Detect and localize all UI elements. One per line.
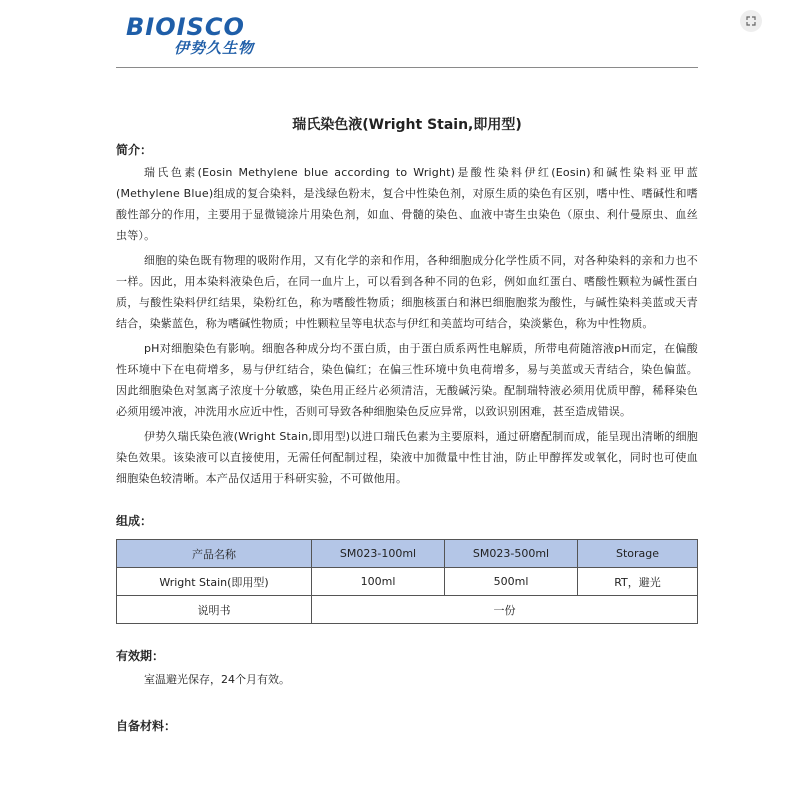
table-cell: Wright Stain(即用型): [117, 568, 312, 596]
table-cell: 100ml: [312, 568, 445, 596]
table-cell: 500ml: [445, 568, 578, 596]
intro-paragraph: 瑞氏色素(Eosin Methylene blue according to Wright)是酸性染料伊红(Eosin)和碱性染料亚甲蓝(Methylene Blue)组成的复合染料，是浅绿色粉末，复合中性染色剂，对原生质的染色有区别，嗜中性、嗜碱性和嗜酸性部分的作用，主要用于显微镜涂片用染色剂，如血、骨髓的染色、血液中寄生虫染色（原虫、利什曼原虫、血丝虫等）。: [116, 166, 698, 242]
table-header-row: [117, 540, 698, 568]
intro-paragraph: pH对细胞染色有影响。细胞各种成分均不蛋白质，由于蛋白质系两性电解质，所带电荷随溶液pH而定，在偏酸性环境中下在电荷增多，易与伊红结合，染色偏红；在偏三性环境中负电荷增多，易与美蓝或天青结合，染色偏蓝。因此细胞染色对氢离子浓度十分敏感，染色用正经片必须清洁，无酸碱污染。配制瑞特液必须用优质甲醇，稀释染色必须用缓冲液，冲洗用水应近中性，否则可导致各种细胞染色反应异常，以致识别困难，甚至造成错误。: [116, 342, 698, 418]
intro-paragraph: 细胞的染色既有物理的吸附作用，又有化学的亲和作用，各种细胞成分化学性质不同，对各种染料的亲和力也不一样。因此，用本染料液染色后，在同一血片上，可以看到各种不同的色彩，例如血红蛋白、嗜酸性颗粒为碱性蛋白质，与酸性染料伊红结果，染粉红色，称为嗜酸性物质；细胞核蛋白和淋巴细胞胞浆为酸性，与碱性染料美蓝或天青结合，染紫蓝色，称为嗜碱性物质；中性颗粒呈等电状态与伊红和美蓝均可结合，染淡紫色，称为中性物质。: [116, 254, 698, 330]
validity-text: 室温避光保存，24个月有效。: [144, 673, 290, 686]
document-body: [116, 142, 698, 734]
table-cell: RT，避光: [578, 568, 698, 596]
table-row: [117, 568, 698, 596]
brand-logo: [126, 14, 254, 57]
validity-heading: 有效期：: [116, 649, 165, 663]
table-header-cell: Storage: [578, 540, 698, 568]
table-cell: 说明书: [117, 596, 312, 624]
table-header-cell: SM023-100ml: [312, 540, 445, 568]
composition-table: [116, 539, 698, 624]
logo-text-en: BIOISCO: [126, 13, 245, 41]
intro-paragraph: 伊势久瑞氏染色液(Wright Stain,即用型)以进口瑞氏色素为主要原料，通过研磨配制而成，能呈现出清晰的细胞染色效果。该染液可以直接使用，无需任何配制过程，染液中加微量中性甘油，防止甲醇挥发或氧化，同时也可使血细胞染色较清晰。本产品仅适用于科研实验，不可做他用。: [116, 430, 698, 485]
expand-icon: [745, 15, 757, 27]
header-divider: [116, 67, 698, 68]
expand-button[interactable]: [740, 10, 762, 32]
document-title: 瑞氏染色液(Wright Stain,即用型): [292, 117, 522, 133]
table-header-cell: 产品名称: [117, 540, 312, 568]
table-row: [117, 596, 698, 624]
logo-text-cn: 伊势久生物: [174, 39, 255, 57]
table-cell: 一份: [312, 596, 698, 624]
intro-heading: 简介：: [116, 143, 153, 157]
table-header-cell: SM023-500ml: [445, 540, 578, 568]
composition-heading: 组成：: [116, 514, 153, 528]
materials-heading: 自备材料：: [116, 719, 177, 733]
